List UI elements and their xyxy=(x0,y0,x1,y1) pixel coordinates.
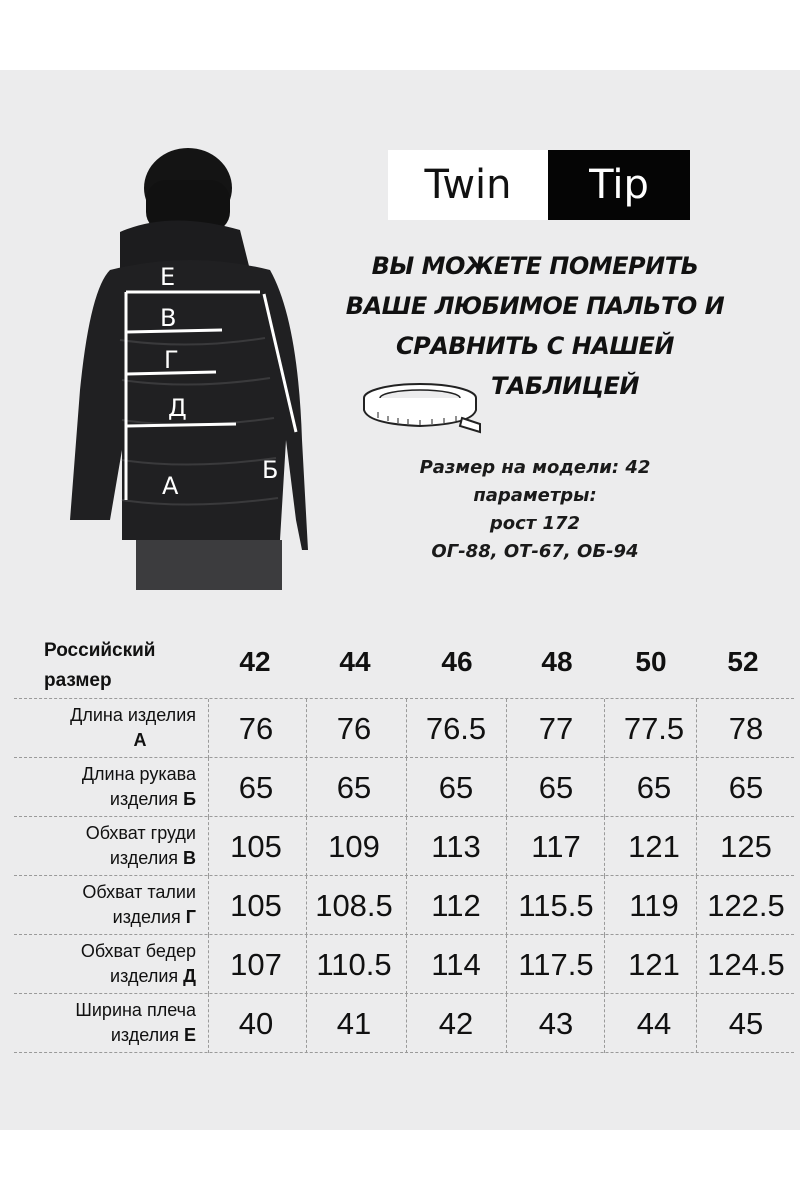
row-label-prefix: изделия xyxy=(110,1025,184,1045)
headline-line: СРАВНИТЬ С НАШЕЙ xyxy=(395,332,675,360)
column-separator xyxy=(406,876,407,935)
size-header: 46 xyxy=(441,646,473,677)
table-cell: 115.5 xyxy=(518,888,594,923)
row-label-prefix: изделия xyxy=(110,966,184,986)
table-cell: 107 xyxy=(230,947,282,982)
model-pants xyxy=(136,540,282,590)
column-separator xyxy=(506,758,507,817)
row-label-prefix: изделия xyxy=(109,848,183,868)
table-cell: 65 xyxy=(336,770,372,805)
headline-line: ВАШЕ ЛЮБИМОЕ ПАЛЬТО И xyxy=(345,292,725,320)
model-height: рост 172 xyxy=(489,513,581,534)
table-cell: 65 xyxy=(728,770,764,805)
row-label-letter xyxy=(14,728,196,753)
letter-b: Б xyxy=(262,456,279,484)
headline-line: ТАБЛИЦЕЙ xyxy=(490,372,639,400)
table-row xyxy=(14,993,794,1053)
table-cell: 110.5 xyxy=(316,947,392,982)
header-label-line: Российский xyxy=(44,640,156,661)
table-cell: 65 xyxy=(438,770,474,805)
table-cell: 108.5 xyxy=(315,888,393,923)
measuring-tape-icon xyxy=(358,376,482,436)
size-header: 50 xyxy=(635,646,667,677)
model-size: Размер на модели: 42 xyxy=(419,457,651,478)
table-cell: 65 xyxy=(538,770,574,805)
row-label-prefix: изделия xyxy=(112,907,186,927)
row-label xyxy=(14,762,196,812)
size-header: 52 xyxy=(727,646,759,677)
column-separator xyxy=(506,817,507,876)
table-cell: 105 xyxy=(230,888,282,923)
model-info xyxy=(380,454,690,566)
table-cell: 45 xyxy=(728,1006,764,1041)
table-cell: 76 xyxy=(336,711,372,746)
row-letter: Е xyxy=(183,1025,196,1045)
table-cell: 76.5 xyxy=(425,711,487,746)
table-cell: 105 xyxy=(230,829,282,864)
header-label-line: размер xyxy=(44,670,112,691)
row-label-name: Длина изделия xyxy=(70,705,196,725)
model-jacket-illustration xyxy=(50,140,350,600)
table-cell: 124.5 xyxy=(707,947,785,982)
table-cell: 119 xyxy=(629,888,679,923)
column-separator xyxy=(406,817,407,876)
table-row xyxy=(14,757,794,817)
table-cell: 42 xyxy=(438,1006,474,1041)
row-label-letter xyxy=(14,1023,196,1048)
row-label-letter xyxy=(14,905,196,930)
row-label-name: Обхват груди xyxy=(85,823,196,843)
table-cell: 121 xyxy=(628,947,680,982)
model-measurements: ОГ-88, ОТ-67, ОБ-94 xyxy=(431,541,639,562)
row-label-name: Обхват бедер xyxy=(80,941,196,961)
row-label xyxy=(14,821,196,871)
table-cell: 109 xyxy=(328,829,380,864)
column-separator xyxy=(506,876,507,935)
row-label xyxy=(14,880,196,930)
column-separator xyxy=(604,699,605,758)
column-separator xyxy=(604,935,605,994)
table-cell: 77 xyxy=(538,711,574,746)
row-letter: Д xyxy=(183,966,196,986)
row-letter: Б xyxy=(183,789,196,809)
row-label xyxy=(14,939,196,989)
letter-d: Д xyxy=(168,394,187,422)
column-separator xyxy=(406,699,407,758)
table-cell: 114 xyxy=(431,947,481,982)
table-cell: 44 xyxy=(636,1006,672,1041)
table-cell: 112 xyxy=(431,888,481,923)
size-header: 42 xyxy=(239,646,271,677)
column-separator xyxy=(406,758,407,817)
row-label-prefix: изделия xyxy=(109,789,184,809)
table-cell: 125 xyxy=(720,829,772,864)
column-separator xyxy=(604,876,605,935)
column-separator xyxy=(604,817,605,876)
table-cell: 77.5 xyxy=(623,711,685,746)
column-separator xyxy=(506,699,507,758)
row-label-name: Длина рукава xyxy=(81,764,196,784)
row-label-letter xyxy=(14,846,196,871)
row-label-name: Ширина плеча xyxy=(75,1000,196,1020)
table-cell: 113 xyxy=(431,829,481,864)
table-row xyxy=(14,816,794,876)
table-cell: 41 xyxy=(336,1006,372,1041)
header-label xyxy=(44,636,194,696)
letter-a: А xyxy=(162,472,179,500)
logo-tip: Tip xyxy=(548,150,690,220)
size-header: 48 xyxy=(541,646,573,677)
letter-e: Е xyxy=(160,263,176,291)
logo-twin: Twin xyxy=(388,150,548,220)
row-letter: Г xyxy=(185,907,196,927)
headline-line: ВЫ МОЖЕТЕ ПОМЕРИТЬ xyxy=(371,252,699,280)
table-cell: 122.5 xyxy=(707,888,785,923)
table-row xyxy=(14,875,794,935)
table-cell: 117 xyxy=(531,829,581,864)
table-cell: 43 xyxy=(538,1006,574,1041)
table-cell: 65 xyxy=(636,770,672,805)
letter-g: Г xyxy=(164,346,179,374)
table-cell: 78 xyxy=(728,711,764,746)
table-bottom-border xyxy=(14,1052,794,1053)
table-cell: 65 xyxy=(238,770,274,805)
size-header: 44 xyxy=(339,646,371,677)
jacket-body xyxy=(70,260,308,550)
row-label-name: Обхват талии xyxy=(82,882,196,902)
table-row xyxy=(14,698,794,758)
table-row xyxy=(14,934,794,994)
column-separator xyxy=(604,994,605,1053)
row-letter: А xyxy=(133,730,147,750)
column-separator xyxy=(406,935,407,994)
column-separator xyxy=(406,994,407,1053)
model-params-label: параметры: xyxy=(473,485,597,506)
row-label-letter xyxy=(14,787,196,812)
row-label xyxy=(14,703,196,753)
table-cell: 40 xyxy=(238,1006,274,1041)
column-separator xyxy=(506,935,507,994)
twin-tip-logo xyxy=(388,150,690,220)
column-separator xyxy=(604,758,605,817)
letter-v: В xyxy=(160,304,177,332)
table-cell: 76 xyxy=(238,711,274,746)
table-cell: 117.5 xyxy=(518,947,594,982)
row-label-letter xyxy=(14,964,196,989)
column-separator xyxy=(506,994,507,1053)
table-cell: 121 xyxy=(628,829,680,864)
row-label xyxy=(14,998,196,1048)
row-letter: В xyxy=(183,848,196,868)
